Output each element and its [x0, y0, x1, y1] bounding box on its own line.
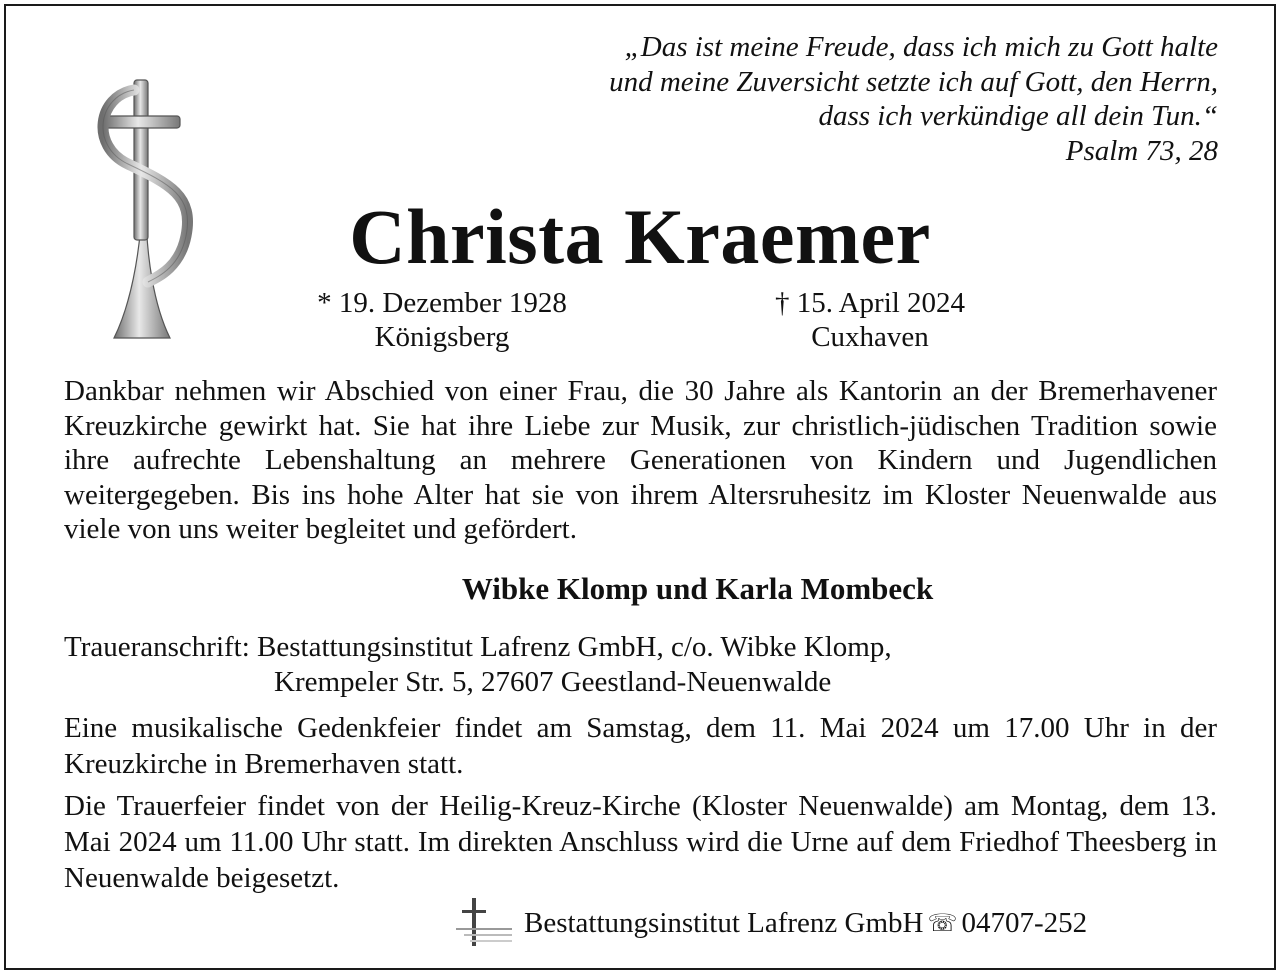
deceased-name: Christa Kraemer — [349, 193, 931, 280]
quote-line-3: dass ich verkündige all dein Tun.“ — [818, 100, 1218, 132]
cross-icon — [456, 898, 514, 948]
funeral-home-footer — [456, 898, 1087, 948]
address-line-2: Krempeler Str. 5, 27607 Geestland-Neuenwalde — [274, 665, 832, 698]
mourning-address — [64, 630, 892, 699]
tribute-paragraph: Dankbar nehmen wir Abschied von einer Frau, die 30 Jahre als Kantorin an der Bremerhavener Kreuzkirche gewirkt hat. Sie hat ihre Liebe zur Musik, zur christlich-jüdischen Tradition sowie ihre aufrechte Lebenshaltung an mehrere Generationen von Kindern und Jugendlichen weitergegeben. Bis ins hohe Alter hat sie von ihrem Altersruhesitz im Kloster Neuenwalde aus viele von uns weiter begleitet und gefördert. — [64, 375, 1217, 545]
quote-line-2: und meine Zuversicht setzte ich auf Gott, den Herrn, — [609, 65, 1218, 98]
phone-icon: ☏ — [927, 909, 958, 937]
memorial-paragraph: Eine musikalische Gedenkfeier findet am Samstag, dem 11. Mai 2024 um 17.00 Uhr in der Kreuzkirche in Bremerhaven statt. — [64, 712, 1217, 780]
quote-line-1: „Das ist meine Freude, dass ich mich zu Gott halte — [624, 31, 1218, 63]
birth-place: Königsberg — [374, 321, 510, 353]
quote-source: Psalm 73, 28 — [1065, 134, 1218, 167]
funeral-paragraph: Die Trauerfeier findet von der Heilig-Kreuz-Kirche (Kloster Neuenwalde) am Montag, dem 13. Mai 2024 um 11.00 Uhr statt. Im direkten Anschluss wird die Urne auf dem Friedhof Theesberg in Neuenwalde beigesetzt. — [64, 790, 1217, 894]
phone-number: 04707-252 — [961, 907, 1088, 939]
birth-date: * 19. Dezember 1928 — [317, 287, 567, 319]
bible-quote — [609, 30, 1218, 168]
funeral-home-name: Bestattungsinstitut Lafrenz GmbH — [524, 907, 924, 939]
death-place: Cuxhaven — [811, 321, 929, 353]
birth-info — [262, 286, 622, 354]
death-date: † 15. April 2024 — [774, 287, 966, 319]
mourners-names: Wibke Klomp und Karla Mombeck — [461, 571, 934, 606]
address-line-1: Traueranschrift: Bestattungsinstitut Lafrenz GmbH, c/o. Wibke Klomp, — [64, 631, 892, 663]
death-info — [690, 286, 1050, 354]
